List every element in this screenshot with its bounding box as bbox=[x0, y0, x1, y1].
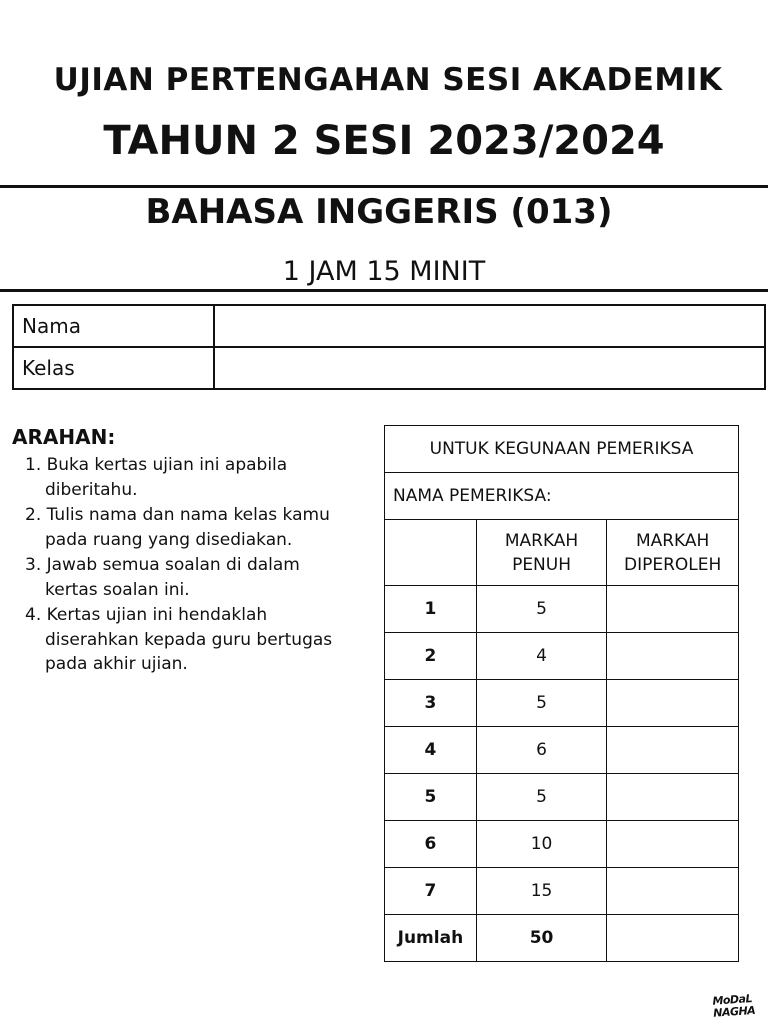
instructions-title: ARAHAN: bbox=[12, 425, 116, 449]
student-info-row bbox=[13, 347, 765, 389]
instructions-section bbox=[12, 425, 357, 678]
student-info-table bbox=[12, 304, 766, 390]
total-label: Jumlah bbox=[385, 915, 477, 962]
divider-bottom bbox=[0, 289, 768, 292]
full-marks-value: 15 bbox=[476, 868, 606, 915]
instruction-item: 1. Buka kertas ujian ini apabila diberitahu. bbox=[25, 455, 288, 500]
exam-title: UJIAN PERTENGAHAN SESI AKADEMIK bbox=[53, 62, 723, 98]
full-marks-value: 5 bbox=[476, 774, 606, 821]
obtained-marks-cell[interactable] bbox=[607, 633, 739, 680]
question-number: 5 bbox=[385, 774, 477, 821]
name-field[interactable] bbox=[214, 305, 765, 347]
obtained-marks-cell[interactable] bbox=[607, 821, 739, 868]
question-number: 3 bbox=[385, 680, 477, 727]
total-full-marks: 50 bbox=[476, 915, 606, 962]
marks-row bbox=[385, 586, 739, 633]
obtained-marks-header: MARKAH DIPEROLEH bbox=[607, 520, 739, 586]
question-number: 6 bbox=[385, 821, 477, 868]
class-label: Kelas bbox=[13, 347, 214, 389]
full-marks-value: 4 bbox=[476, 633, 606, 680]
full-marks-value: 10 bbox=[476, 821, 606, 868]
exam-duration: 1 JAM 15 MINIT bbox=[282, 256, 486, 287]
subject-title: BAHASA INGGERIS (013) bbox=[145, 192, 613, 232]
marks-row bbox=[385, 727, 739, 774]
full-marks-value: 5 bbox=[476, 680, 606, 727]
marks-row bbox=[385, 821, 739, 868]
full-marks-header: MARKAH PENUH bbox=[476, 520, 606, 586]
examiner-name-row bbox=[385, 473, 739, 520]
marks-total-row bbox=[385, 915, 739, 962]
question-number: 2 bbox=[385, 633, 477, 680]
question-number: 7 bbox=[385, 868, 477, 915]
obtained-marks-cell[interactable] bbox=[607, 680, 739, 727]
examiner-marks-table bbox=[384, 425, 739, 962]
marks-row bbox=[385, 633, 739, 680]
publisher-logo bbox=[712, 992, 764, 1023]
total-obtained-cell[interactable] bbox=[607, 915, 739, 962]
exam-year-session: TAHUN 2 SESI 2023/2024 bbox=[103, 118, 665, 164]
student-info-row bbox=[13, 305, 765, 347]
name-label: Nama bbox=[13, 305, 214, 347]
instruction-item: 3. Jawab semua soalan di dalam kertas soalan ini. bbox=[25, 555, 300, 600]
instruction-item: 4. Kertas ujian ini hendaklah diserahkan kepada guru bertugas pada akhir ujian. bbox=[25, 605, 333, 674]
question-number: 1 bbox=[385, 586, 477, 633]
marks-table-title: UNTUK KEGUNAAN PEMERIKSA bbox=[385, 426, 739, 473]
instructions-list bbox=[25, 453, 357, 677]
instruction-item: 2. Tulis nama dan nama kelas kamu pada ruang yang disediakan. bbox=[25, 505, 330, 550]
examiner-name-label: NAMA PEMERIKSA: bbox=[385, 473, 739, 520]
marks-row bbox=[385, 680, 739, 727]
question-number: 4 bbox=[385, 727, 477, 774]
obtained-marks-cell[interactable] bbox=[607, 727, 739, 774]
obtained-marks-cell[interactable] bbox=[607, 586, 739, 633]
marks-header-row bbox=[385, 520, 739, 586]
full-marks-value: 5 bbox=[476, 586, 606, 633]
marks-row bbox=[385, 774, 739, 821]
marks-title-row bbox=[385, 426, 739, 473]
full-marks-value: 6 bbox=[476, 727, 606, 774]
logo-text-line: NAGHA bbox=[712, 1003, 756, 1020]
obtained-marks-cell[interactable] bbox=[607, 868, 739, 915]
divider-top bbox=[0, 185, 768, 188]
question-column-header bbox=[385, 520, 477, 586]
obtained-marks-cell[interactable] bbox=[607, 774, 739, 821]
marks-row bbox=[385, 868, 739, 915]
logo-text-line: MoDaL bbox=[712, 992, 753, 1008]
class-field[interactable] bbox=[214, 347, 765, 389]
